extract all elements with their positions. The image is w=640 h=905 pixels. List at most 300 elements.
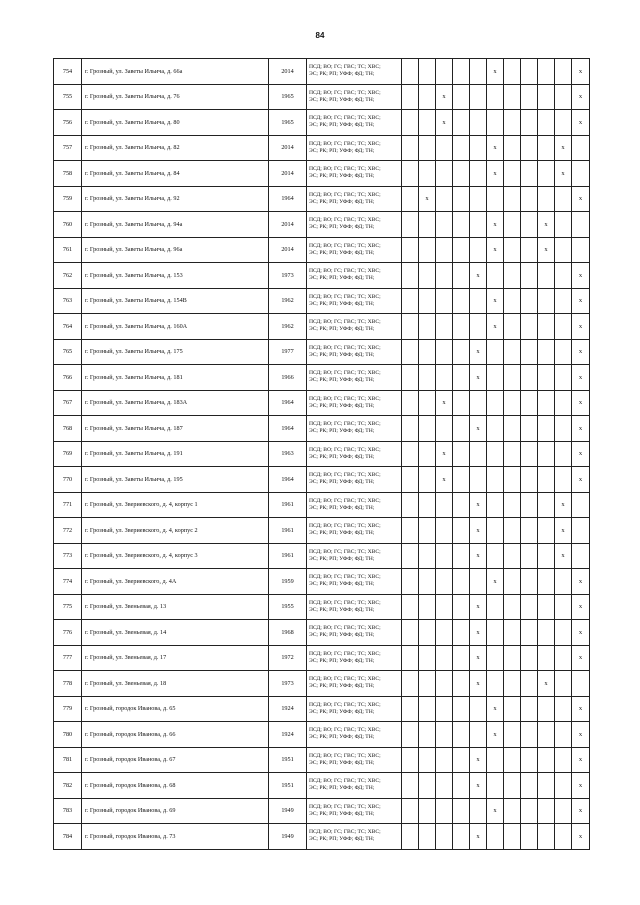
systems-line-1: ПСД; ВО; ГС; ГВС; ТС; ХВС; <box>309 446 381 453</box>
address-cell: г. Грозный, ул. Заветы Ильича, д. 80 <box>82 110 269 136</box>
table-row <box>54 492 590 518</box>
schedule-mark-cell: х <box>487 59 504 85</box>
schedule-mark-cell <box>453 798 470 824</box>
row-number-cell: 756 <box>54 110 82 136</box>
schedule-mark-cell <box>402 135 419 161</box>
year-built-cell: 1964 <box>269 186 307 212</box>
building-systems-cell <box>307 747 402 773</box>
schedule-mark-cell <box>572 237 590 263</box>
systems-line-1: ПСД; ВО; ГС; ГВС; ТС; ХВС; <box>309 599 381 606</box>
schedule-mark-cell: х <box>572 110 590 136</box>
schedule-mark-cell <box>419 671 436 697</box>
schedule-mark-cell <box>402 110 419 136</box>
schedule-mark-cell <box>402 492 419 518</box>
schedule-mark-cell <box>504 773 521 799</box>
schedule-mark-cell <box>538 263 555 289</box>
table-row <box>54 186 590 212</box>
systems-line-2: ЭС; РК; РП; УФФ; ФД; ТН; <box>309 581 375 588</box>
table-row <box>54 441 590 467</box>
building-systems-cell <box>307 518 402 544</box>
address-cell: г. Грозный, ул. Звериевского, д. 4А <box>82 569 269 595</box>
schedule-mark-cell <box>402 518 419 544</box>
row-number-cell: 761 <box>54 237 82 263</box>
systems-line-2: ЭС; РК; РП; УФФ; ФД; ТН; <box>309 785 375 792</box>
year-built-cell: 1949 <box>269 824 307 850</box>
schedule-mark-cell <box>555 416 572 442</box>
schedule-mark-cell: х <box>572 747 590 773</box>
schedule-mark-cell <box>538 518 555 544</box>
schedule-mark-cell <box>419 747 436 773</box>
row-number-cell: 781 <box>54 747 82 773</box>
systems-line-2: ЭС; РК; РП; УФФ; ФД; ТН; <box>309 683 375 690</box>
schedule-mark-cell <box>538 416 555 442</box>
schedule-mark-cell <box>436 237 453 263</box>
schedule-mark-cell <box>572 671 590 697</box>
schedule-mark-cell <box>436 773 453 799</box>
schedule-mark-cell <box>453 543 470 569</box>
systems-line-2: ЭС; РК; РП; УФФ; ФД; ТН; <box>309 71 375 78</box>
year-built-cell: 1961 <box>269 543 307 569</box>
schedule-mark-cell: х <box>487 696 504 722</box>
address-cell: г. Грозный, ул. Звеньевая, д. 14 <box>82 620 269 646</box>
year-built-cell: 1965 <box>269 110 307 136</box>
schedule-mark-cell <box>487 773 504 799</box>
schedule-mark-cell <box>555 747 572 773</box>
systems-line-2: ЭС; РК; РП; УФФ; ФД; ТН; <box>309 275 375 282</box>
schedule-mark-cell <box>453 314 470 340</box>
address-cell: г. Грозный, ул. Звериевского, д. 4, корпус 2 <box>82 518 269 544</box>
schedule-mark-cell <box>538 543 555 569</box>
systems-line-2: ЭС; РК; РП; УФФ; ФД; ТН; <box>309 606 375 613</box>
systems-line-1: ПСД; ВО; ГС; ГВС; ТС; ХВС; <box>309 803 381 810</box>
year-built-cell: 1965 <box>269 84 307 110</box>
schedule-mark-cell <box>555 365 572 391</box>
address-cell: г. Грозный, ул. Заветы Ильича, д. 96а <box>82 237 269 263</box>
schedule-mark-cell <box>538 288 555 314</box>
systems-line-1: ПСД; ВО; ГС; ГВС; ТС; ХВС; <box>309 268 381 275</box>
schedule-mark-cell <box>521 186 538 212</box>
schedule-mark-cell <box>555 390 572 416</box>
schedule-mark-cell <box>521 722 538 748</box>
schedule-mark-cell <box>487 594 504 620</box>
schedule-mark-cell <box>402 773 419 799</box>
systems-line-2: ЭС; РК; РП; УФФ; ФД; ТН; <box>309 453 375 460</box>
building-systems-cell <box>307 467 402 493</box>
address-cell: г. Грозный, городок Иванова, д. 68 <box>82 773 269 799</box>
schedule-mark-cell <box>555 339 572 365</box>
schedule-mark-cell <box>487 263 504 289</box>
schedule-mark-cell <box>504 747 521 773</box>
schedule-mark-cell: х <box>555 135 572 161</box>
year-built-cell: 2014 <box>269 212 307 238</box>
schedule-mark-cell <box>504 671 521 697</box>
schedule-mark-cell <box>521 696 538 722</box>
schedule-mark-cell <box>504 722 521 748</box>
schedule-mark-cell <box>538 620 555 646</box>
schedule-mark-cell <box>487 110 504 136</box>
systems-line-1: ПСД; ВО; ГС; ГВС; ТС; ХВС; <box>309 64 381 71</box>
schedule-mark-cell <box>436 824 453 850</box>
row-number-cell: 768 <box>54 416 82 442</box>
schedule-mark-cell <box>487 339 504 365</box>
schedule-mark-cell: х <box>487 135 504 161</box>
row-number-cell: 755 <box>54 84 82 110</box>
schedule-mark-cell: х <box>436 110 453 136</box>
schedule-mark-cell <box>402 186 419 212</box>
building-systems-cell <box>307 441 402 467</box>
schedule-mark-cell <box>402 594 419 620</box>
building-systems-cell <box>307 594 402 620</box>
table-row <box>54 416 590 442</box>
schedule-mark-cell <box>521 569 538 595</box>
row-number-cell: 771 <box>54 492 82 518</box>
schedule-mark-cell: х <box>436 467 453 493</box>
year-built-cell: 1964 <box>269 390 307 416</box>
schedule-mark-cell <box>555 110 572 136</box>
systems-line-1: ПСД; ВО; ГС; ГВС; ТС; ХВС; <box>309 574 381 581</box>
year-built-cell: 2014 <box>269 59 307 85</box>
schedule-mark-cell: х <box>436 390 453 416</box>
schedule-mark-cell: х <box>572 288 590 314</box>
schedule-mark-cell <box>538 84 555 110</box>
systems-line-2: ЭС; РК; РП; УФФ; ФД; ТН; <box>309 734 375 741</box>
schedule-mark-cell <box>419 212 436 238</box>
schedule-mark-cell: х <box>436 441 453 467</box>
schedule-mark-cell <box>521 441 538 467</box>
table-row <box>54 365 590 391</box>
schedule-mark-cell <box>453 620 470 646</box>
building-systems-cell <box>307 263 402 289</box>
schedule-mark-cell <box>504 212 521 238</box>
schedule-mark-cell: х <box>572 594 590 620</box>
schedule-mark-cell <box>504 620 521 646</box>
address-cell: г. Грозный, ул. Заветы Ильича, д. 154В <box>82 288 269 314</box>
year-built-cell: 1973 <box>269 263 307 289</box>
schedule-mark-cell <box>453 441 470 467</box>
schedule-mark-cell <box>419 288 436 314</box>
building-systems-cell <box>307 798 402 824</box>
schedule-mark-cell <box>487 671 504 697</box>
address-cell: г. Грозный, ул. Звеньевая, д. 18 <box>82 671 269 697</box>
year-built-cell: 1962 <box>269 288 307 314</box>
systems-line-2: ЭС; РК; РП; УФФ; ФД; ТН; <box>309 224 375 231</box>
schedule-mark-cell: х <box>572 798 590 824</box>
systems-line-1: ПСД; ВО; ГС; ГВС; ТС; ХВС; <box>309 727 381 734</box>
schedule-mark-cell <box>402 824 419 850</box>
housing-registry-table <box>53 58 590 850</box>
schedule-mark-cell <box>453 288 470 314</box>
schedule-mark-cell <box>555 645 572 671</box>
schedule-mark-cell: х <box>572 390 590 416</box>
address-cell: г. Грозный, ул. Заветы Ильича, д. 181 <box>82 365 269 391</box>
table-row <box>54 110 590 136</box>
schedule-mark-cell: х <box>538 212 555 238</box>
schedule-mark-cell <box>504 59 521 85</box>
systems-line-1: ПСД; ВО; ГС; ГВС; ТС; ХВС; <box>309 140 381 147</box>
schedule-mark-cell <box>521 492 538 518</box>
schedule-mark-cell <box>453 416 470 442</box>
schedule-mark-cell <box>419 696 436 722</box>
schedule-mark-cell <box>436 620 453 646</box>
schedule-mark-cell <box>504 696 521 722</box>
schedule-mark-cell: х <box>572 441 590 467</box>
row-number-cell: 770 <box>54 467 82 493</box>
schedule-mark-cell <box>538 135 555 161</box>
schedule-mark-cell <box>419 84 436 110</box>
schedule-mark-cell <box>487 365 504 391</box>
schedule-mark-cell <box>453 569 470 595</box>
year-built-cell: 2014 <box>269 135 307 161</box>
building-systems-cell <box>307 161 402 187</box>
schedule-mark-cell: х <box>572 645 590 671</box>
schedule-mark-cell <box>521 518 538 544</box>
schedule-mark-cell <box>521 543 538 569</box>
table-row <box>54 645 590 671</box>
schedule-mark-cell: х <box>470 620 487 646</box>
systems-line-2: ЭС; РК; РП; УФФ; ФД; ТН; <box>309 632 375 639</box>
schedule-mark-cell <box>555 467 572 493</box>
schedule-mark-cell <box>453 390 470 416</box>
schedule-mark-cell <box>555 59 572 85</box>
schedule-mark-cell <box>402 798 419 824</box>
schedule-mark-cell <box>504 390 521 416</box>
schedule-mark-cell <box>555 314 572 340</box>
row-number-cell: 754 <box>54 59 82 85</box>
address-cell: г. Грозный, городок Иванова, д. 73 <box>82 824 269 850</box>
systems-line-2: ЭС; РК; РП; УФФ; ФД; ТН; <box>309 555 375 562</box>
schedule-mark-cell <box>436 416 453 442</box>
schedule-mark-cell <box>504 569 521 595</box>
systems-line-1: ПСД; ВО; ГС; ГВС; ТС; ХВС; <box>309 472 381 479</box>
schedule-mark-cell <box>521 747 538 773</box>
systems-line-2: ЭС; РК; РП; УФФ; ФД; ТН; <box>309 504 375 511</box>
schedule-mark-cell <box>470 390 487 416</box>
schedule-mark-cell <box>470 722 487 748</box>
year-built-cell: 2014 <box>269 237 307 263</box>
systems-line-1: ПСД; ВО; ГС; ГВС; ТС; ХВС; <box>309 548 381 555</box>
schedule-mark-cell: х <box>470 671 487 697</box>
schedule-mark-cell <box>555 594 572 620</box>
systems-line-2: ЭС; РК; РП; УФФ; ФД; ТН; <box>309 122 375 129</box>
schedule-mark-cell <box>538 365 555 391</box>
schedule-mark-cell <box>504 594 521 620</box>
schedule-mark-cell <box>555 671 572 697</box>
systems-line-1: ПСД; ВО; ГС; ГВС; ТС; ХВС; <box>309 421 381 428</box>
schedule-mark-cell <box>436 339 453 365</box>
systems-line-2: ЭС; РК; РП; УФФ; ФД; ТН; <box>309 147 375 154</box>
address-cell: г. Грозный, ул. Заветы Ильича, д. 84 <box>82 161 269 187</box>
schedule-mark-cell <box>453 492 470 518</box>
schedule-mark-cell <box>419 237 436 263</box>
schedule-mark-cell: х <box>436 84 453 110</box>
building-systems-cell <box>307 773 402 799</box>
table-row <box>54 620 590 646</box>
systems-line-1: ПСД; ВО; ГС; ГВС; ТС; ХВС; <box>309 217 381 224</box>
schedule-mark-cell <box>504 543 521 569</box>
year-built-cell: 1924 <box>269 696 307 722</box>
schedule-mark-cell <box>470 569 487 595</box>
schedule-mark-cell: х <box>487 798 504 824</box>
schedule-mark-cell: х <box>572 339 590 365</box>
schedule-mark-cell: х <box>572 263 590 289</box>
table-row <box>54 722 590 748</box>
schedule-mark-cell <box>419 161 436 187</box>
schedule-mark-cell <box>453 135 470 161</box>
building-systems-cell <box>307 569 402 595</box>
schedule-mark-cell <box>402 441 419 467</box>
schedule-mark-cell <box>538 492 555 518</box>
schedule-mark-cell <box>436 161 453 187</box>
table-row <box>54 594 590 620</box>
table-row <box>54 390 590 416</box>
schedule-mark-cell <box>453 263 470 289</box>
year-built-cell: 1955 <box>269 594 307 620</box>
address-cell: г. Грозный, ул. Звеньевая, д. 13 <box>82 594 269 620</box>
schedule-mark-cell: х <box>470 365 487 391</box>
schedule-mark-cell <box>538 645 555 671</box>
schedule-mark-cell <box>436 492 453 518</box>
schedule-mark-cell <box>521 288 538 314</box>
address-cell: г. Грозный, ул. Заветы Ильича, д. 94а <box>82 212 269 238</box>
schedule-mark-cell: х <box>470 416 487 442</box>
systems-line-1: ПСД; ВО; ГС; ГВС; ТС; ХВС; <box>309 344 381 351</box>
schedule-mark-cell <box>419 543 436 569</box>
address-cell: г. Грозный, ул. Звериевского, д. 4, корпус 1 <box>82 492 269 518</box>
systems-line-2: ЭС; РК; РП; УФФ; ФД; ТН; <box>309 810 375 817</box>
systems-line-1: ПСД; ВО; ГС; ГВС; ТС; ХВС; <box>309 497 381 504</box>
year-built-cell: 1949 <box>269 798 307 824</box>
building-systems-cell <box>307 314 402 340</box>
schedule-mark-cell <box>419 467 436 493</box>
schedule-mark-cell <box>453 365 470 391</box>
table-row <box>54 747 590 773</box>
schedule-mark-cell <box>538 569 555 595</box>
systems-line-2: ЭС; РК; РП; УФФ; ФД; ТН; <box>309 377 375 384</box>
schedule-mark-cell <box>402 288 419 314</box>
schedule-mark-cell: х <box>487 722 504 748</box>
schedule-mark-cell <box>453 212 470 238</box>
schedule-mark-cell <box>521 135 538 161</box>
schedule-mark-cell <box>538 747 555 773</box>
schedule-mark-cell <box>436 59 453 85</box>
row-number-cell: 775 <box>54 594 82 620</box>
row-number-cell: 763 <box>54 288 82 314</box>
schedule-mark-cell <box>555 824 572 850</box>
table-row <box>54 314 590 340</box>
building-systems-cell <box>307 390 402 416</box>
year-built-cell: 1951 <box>269 747 307 773</box>
table-row <box>54 135 590 161</box>
table-row <box>54 59 590 85</box>
year-built-cell: 1961 <box>269 518 307 544</box>
schedule-mark-cell: х <box>487 161 504 187</box>
systems-line-2: ЭС; РК; РП; УФФ; ФД; ТН; <box>309 836 375 843</box>
schedule-mark-cell <box>521 314 538 340</box>
schedule-mark-cell: х <box>538 671 555 697</box>
schedule-mark-cell: х <box>572 569 590 595</box>
schedule-mark-cell <box>436 569 453 595</box>
building-systems-cell <box>307 416 402 442</box>
address-cell: г. Грозный, городок Иванова, д. 67 <box>82 747 269 773</box>
systems-line-1: ПСД; ВО; ГС; ГВС; ТС; ХВС; <box>309 370 381 377</box>
schedule-mark-cell <box>453 518 470 544</box>
schedule-mark-cell <box>419 416 436 442</box>
schedule-mark-cell <box>402 365 419 391</box>
schedule-mark-cell <box>504 365 521 391</box>
schedule-mark-cell: х <box>487 569 504 595</box>
schedule-mark-cell <box>419 390 436 416</box>
year-built-cell: 1959 <box>269 569 307 595</box>
schedule-mark-cell <box>504 339 521 365</box>
schedule-mark-cell <box>419 824 436 850</box>
row-number-cell: 778 <box>54 671 82 697</box>
systems-line-1: ПСД; ВО; ГС; ГВС; ТС; ХВС; <box>309 676 381 683</box>
schedule-mark-cell <box>504 467 521 493</box>
schedule-mark-cell <box>538 110 555 136</box>
table-row <box>54 339 590 365</box>
year-built-cell: 1973 <box>269 671 307 697</box>
schedule-mark-cell <box>521 339 538 365</box>
schedule-mark-cell <box>538 467 555 493</box>
schedule-mark-cell <box>538 59 555 85</box>
schedule-mark-cell <box>419 722 436 748</box>
schedule-mark-cell <box>402 722 419 748</box>
schedule-mark-cell <box>402 696 419 722</box>
schedule-mark-cell <box>521 84 538 110</box>
systems-line-1: ПСД; ВО; ГС; ГВС; ТС; ХВС; <box>309 242 381 249</box>
systems-line-1: ПСД; ВО; ГС; ГВС; ТС; ХВС; <box>309 829 381 836</box>
systems-line-1: ПСД; ВО; ГС; ГВС; ТС; ХВС; <box>309 650 381 657</box>
schedule-mark-cell: х <box>419 186 436 212</box>
schedule-mark-cell <box>470 696 487 722</box>
systems-line-1: ПСД; ВО; ГС; ГВС; ТС; ХВС; <box>309 395 381 402</box>
systems-line-1: ПСД; ВО; ГС; ГВС; ТС; ХВС; <box>309 523 381 530</box>
schedule-mark-cell: х <box>572 722 590 748</box>
schedule-mark-cell <box>436 186 453 212</box>
table-row <box>54 824 590 850</box>
page-number: 84 <box>315 31 325 40</box>
schedule-mark-cell <box>504 161 521 187</box>
building-systems-cell <box>307 84 402 110</box>
row-number-cell: 779 <box>54 696 82 722</box>
schedule-mark-cell <box>504 135 521 161</box>
schedule-mark-cell <box>402 620 419 646</box>
schedule-mark-cell <box>419 518 436 544</box>
schedule-mark-cell <box>504 798 521 824</box>
schedule-mark-cell <box>470 84 487 110</box>
schedule-mark-cell <box>436 671 453 697</box>
schedule-mark-cell <box>453 671 470 697</box>
schedule-mark-cell <box>487 390 504 416</box>
year-built-cell: 1924 <box>269 722 307 748</box>
systems-line-2: ЭС; РК; РП; УФФ; ФД; ТН; <box>309 326 375 333</box>
schedule-mark-cell <box>487 416 504 442</box>
schedule-mark-cell <box>521 824 538 850</box>
schedule-mark-cell <box>453 84 470 110</box>
schedule-mark-cell <box>419 314 436 340</box>
schedule-mark-cell <box>436 594 453 620</box>
schedule-mark-cell: х <box>572 59 590 85</box>
building-systems-cell <box>307 620 402 646</box>
schedule-mark-cell: х <box>470 747 487 773</box>
schedule-mark-cell <box>436 798 453 824</box>
schedule-mark-cell: х <box>470 543 487 569</box>
schedule-mark-cell: х <box>572 365 590 391</box>
schedule-mark-cell <box>453 824 470 850</box>
table-row <box>54 569 590 595</box>
schedule-mark-cell <box>487 747 504 773</box>
schedule-mark-cell <box>402 84 419 110</box>
